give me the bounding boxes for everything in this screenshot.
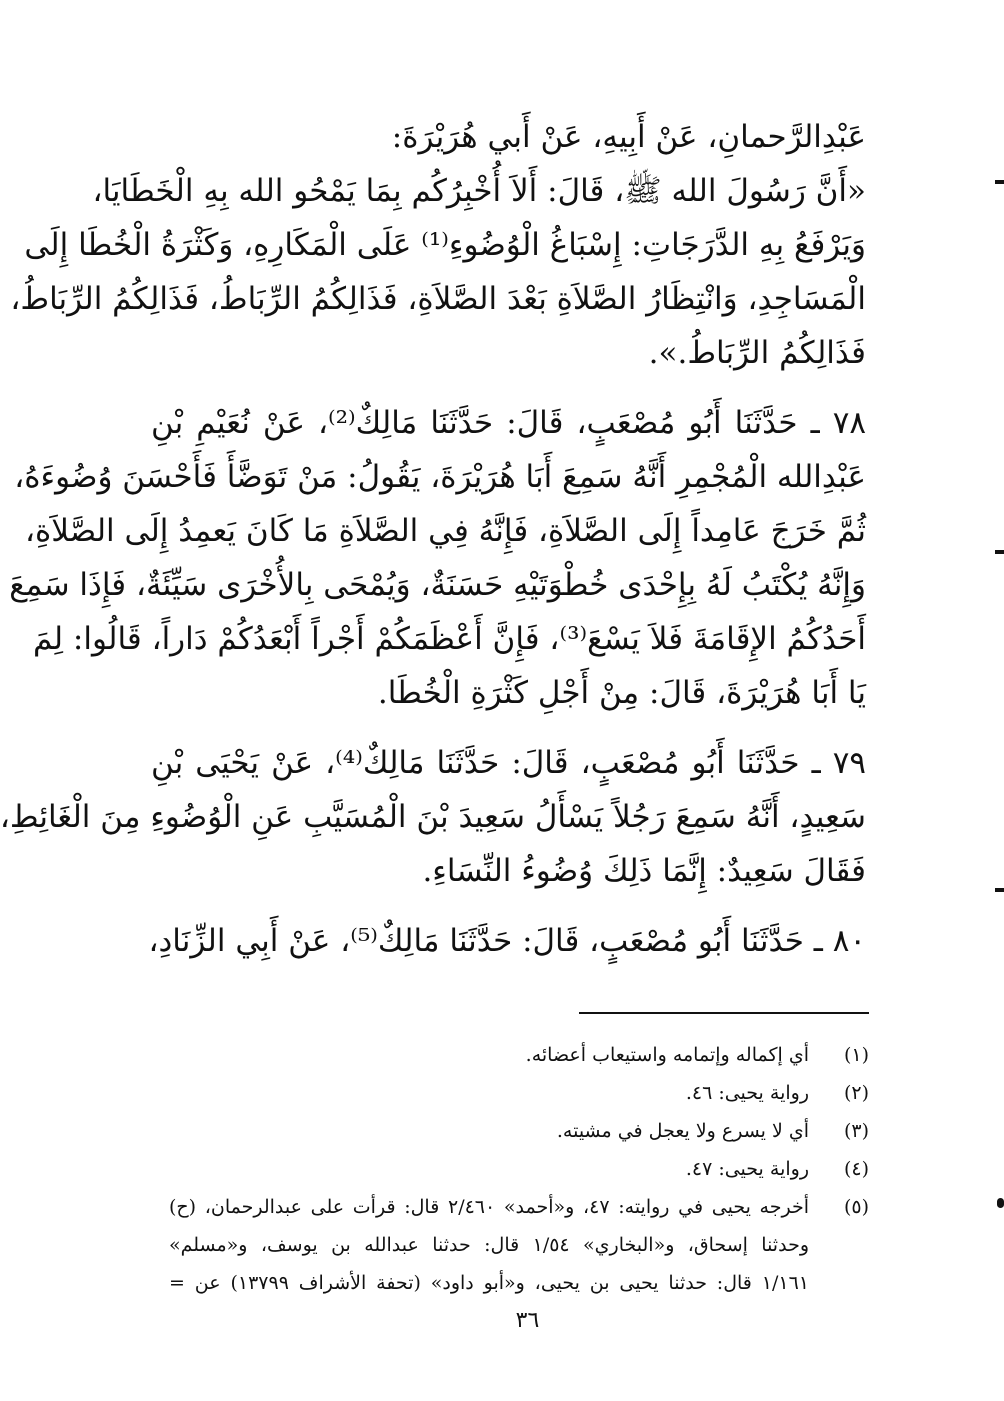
scan-margin-mark (995, 550, 1004, 554)
footnote-4 (169, 1150, 869, 1188)
footnote-number: (٤) (843, 1158, 869, 1180)
footnote-2 (169, 1074, 869, 1112)
footnote-number: (٢) (843, 1082, 869, 1104)
text-line: عَبْدِالرَّحمانِ، عَنْ أَبِيهِ، عَنْ أَبي هُرَيْرَةَ: (391, 119, 866, 155)
page-number: ٣٦ (515, 1308, 540, 1333)
footnote-3 (169, 1112, 869, 1150)
text-line: عَبْدِالله الْمُجْمِرِ أَنَّهُ سَمِعَ أَبَا هُرَيْرَةَ، يَقُولُ: مَنْ تَوَضَّأَ فَأَحْسَنَ وُضُوءَهُ، (14, 459, 866, 495)
scan-margin-mark (995, 180, 1004, 184)
text-line: وَيَرْفَعُ بِهِ الدَّرَجَاتِ: إِسْبَاغُ الْوُضُوءِ⁽¹⁾ عَلَى الْمَكَارِهِ، وَكَثْرَةُ الْخُطَا إِلَى (24, 227, 866, 263)
hadith-79-first-line: ٧٩ ـ حَدَّثَنَا أَبُو مُصْعَبٍ، قَالَ: حَدَّثَنَا مَالِكٌ⁽⁴⁾، عَنْ يَحْيَى بْنِ (151, 745, 866, 781)
text-line: الْمَسَاجِدِ، وَانْتِظَارُ الصَّلاَةِ بَعْدَ الصَّلاَةِ، فَذَالِكُمُ الرِّبَاطُ، فَذَالِكُمُ الرِّبَاطُ، (10, 281, 866, 317)
text-line: فَذَالِكُمُ الرِّبَاطُ.». (648, 335, 866, 371)
footnote-text: أي لا يسرع ولا يعجل في مشيته. (556, 1120, 809, 1142)
paragraph-gap (151, 898, 866, 914)
footnotes (169, 1036, 869, 1302)
text-line: فَقَالَ سَعِيدٌ: إِنَّمَا ذَلِكَ وُضُوءُ النِّسَاءِ. (422, 853, 866, 889)
footnote-line: وحدثنا إسحاق، و«البخاري» ١/٥٤ قال: حدثنا عبدالله بن يوسف، و«مسلم» (169, 1234, 809, 1256)
footnote-1 (169, 1036, 869, 1074)
paragraph-gap (151, 380, 866, 396)
footnote-text: أي إكماله وإتمامه واستيعاب أعضائه. (525, 1044, 809, 1066)
hadith-80-first-line: ٨٠ ـ حَدَّثَنَا أَبُو مُصْعَبٍ، قَالَ: حَدَّثَنَا مَالِكٌ⁽⁵⁾، عَنْ أَبِي الزِّنَادِ، (148, 923, 866, 959)
text-line: ثُمَّ خَرَجَ عَامِداً إِلَى الصَّلاَةِ، فَإِنَّهُ فِي الصَّلاَةِ مَا كَانَ يَعمِدُ إِلَى الصَّلاَةِ، (24, 513, 866, 549)
footnote-text: رواية يحيى: ٤٦. (685, 1082, 809, 1104)
text-line: وَإِنَّهُ يُكْتَبُ لَهُ بِإِحْدَى خُطْوَتَيْهِ حَسَنَةٌ، وَيُمْحَى بِالأُخْرَى سَيِّئَةٌ، فَإِذَا سَمِعَ (9, 567, 866, 603)
hadith-78-first-line: ٧٨ ـ حَدَّثَنَا أَبُو مُصْعَبٍ، قَالَ: حَدَّثَنَا مَالِكٌ⁽²⁾، عَنْ نُعَيْمِ بْنِ (151, 405, 866, 441)
scan-margin-mark (995, 888, 1004, 892)
footnote-line: ١/١٦١ قال: حدثنا يحيى بن يحيى، و«أبو داود» (تحفة الأشراف ١٣٧٩٩) عن = (169, 1272, 809, 1294)
main-text-block (0, 110, 866, 968)
text-line: أَحَدُكُمُ الإِقَامَةَ فَلاَ يَسْعَ⁽³⁾، فَإِنَّ أَعْظَمَكُمْ أَجْراً أَبْعَدُكُمْ دَاراً، قَالُوا: لِمَ (33, 621, 866, 657)
footnote-line: أخرجه يحيى في روايته: ٤٧، و«أحمد» ٢/٤٦٠ قال: قرأت على عبدالرحمان، (ح) (169, 1196, 809, 1218)
footnote-separator (579, 1012, 869, 1014)
text-line: سَعِيدٍ، أَنَّهُ سَمِعَ رَجُلاً يَسْأَلُ سَعِيدَ بْنَ الْمُسَيَّبِ عَنِ الْوُضُوءِ مِنَ الْغَائِطِ، (0, 799, 866, 835)
footnote-number: (١) (843, 1044, 869, 1066)
scan-margin-mark (997, 1198, 1004, 1208)
text-line: يَا أَبَا هُرَيْرَةَ، قَالَ: مِنْ أَجْلِ كَثْرَةِ الْخُطَا. (377, 675, 866, 711)
footnote-number: (٥) (843, 1196, 869, 1218)
footnote-5 (169, 1188, 869, 1302)
paragraph-gap (151, 720, 866, 736)
footnote-text: رواية يحيى: ٤٧. (685, 1158, 809, 1180)
footnote-number: (٣) (843, 1120, 869, 1142)
footnote-text (169, 1188, 809, 1302)
text-line: «أَنَّ رَسُولَ الله ﷺ، قَالَ: أَلاَ أُخْبِرُكُم بِمَا يَمْحُو الله بِهِ الْخَطَايَا، (92, 173, 866, 209)
